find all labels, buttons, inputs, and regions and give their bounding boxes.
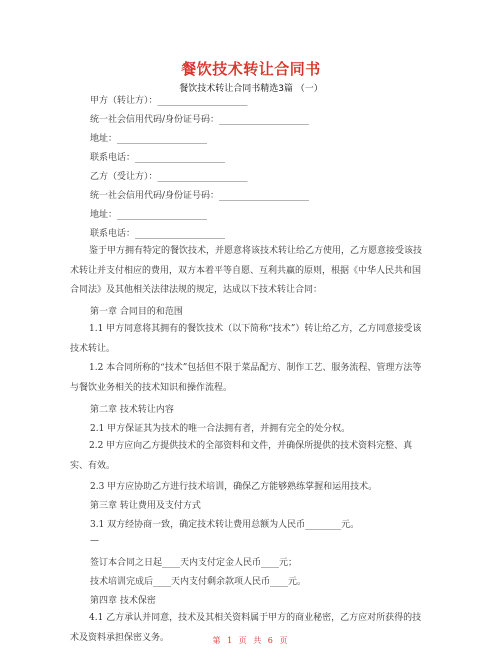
chapter-3-heading: 第三章 转让费用及支付方式 — [90, 501, 201, 511]
clause-1-1: 1.1 甲方同意将其拥有的餐饮技术（以下简称“技术”）转让给乙方，乙方同意接受该技术转让。 — [70, 324, 422, 354]
party-b-address: 地址：____________________ — [90, 210, 208, 220]
party-a-label: 甲方（转让方）：____________________ — [90, 96, 248, 106]
party-b-label: 乙方（受让方）：____________________ — [90, 172, 248, 182]
page-footer: 第 1 页 共 6 页 — [212, 636, 290, 645]
party-b-phone: 联系电话：____________________ — [90, 229, 226, 239]
chapter-2-heading: 第二章 技术转让内容 — [90, 405, 174, 415]
list-dash: — — [90, 536, 99, 546]
payment-item-1: 签订本合同之日起____天内支付定金人民币____元； — [90, 558, 298, 568]
preamble-paragraph: 鉴于甲方拥有特定的餐饮技术，并愿意将该技术转让给乙方使用，乙方愿意接受该技术转让并支付相应的费用，双方本着平等自愿、互利共赢的原则，根据《中华人民共和国合同法》及其他相关法律法规的规定，达成以下技术转让合同： — [70, 246, 423, 295]
clause-2-1: 2.1 甲方保证其为技术的唯一合法拥有者，并拥有完全的处分权。 — [90, 424, 351, 434]
document-subtitle: 餐饮技术转让合同书精选3篇 （一） — [179, 84, 323, 94]
clause-3-1: 3.1 双方经协商一致，确定技术转让费用总额为人民币________元。 — [90, 520, 360, 530]
clause-1-2: 1.2 本合同所称的“技术”包括但不限于菜品配方、制作工艺、服务流程、管理方法等与餐饮业务相关的技术知识和操作流程。 — [70, 363, 422, 393]
party-a-address: 地址：____________________ — [90, 134, 208, 144]
chapter-1-heading: 第一章 合同目的和范围 — [90, 307, 183, 317]
party-a-phone: 联系电话：____________________ — [90, 153, 226, 163]
party-b-credit-code: 统一社会信用代码/身份证号码：____________________ — [90, 191, 310, 201]
document-title: 餐饮技术转让合同书 — [181, 60, 321, 78]
party-a-credit-code: 统一社会信用代码/身份证号码：____________________ — [90, 115, 310, 125]
clause-4-1: 4.1 乙方承认并同意，技术及其相关资料属于甲方的商业秘密，乙方应对所获得的技术及资料承担保密义务。 — [70, 613, 422, 643]
payment-item-2: 技术培训完成后____天内支付剩余款项人民币____元。 — [90, 577, 307, 587]
clause-2-3: 2.3 甲方应协助乙方进行技术培训，确保乙方能够熟练掌握和运用技术。 — [90, 482, 378, 492]
clause-2-2: 2.2 甲方应向乙方提供技术的全部资料和文件，并确保所提供的技术资料完整、真实、有效。 — [70, 441, 413, 471]
chapter-4-heading: 第四章 技术保密 — [90, 596, 156, 606]
